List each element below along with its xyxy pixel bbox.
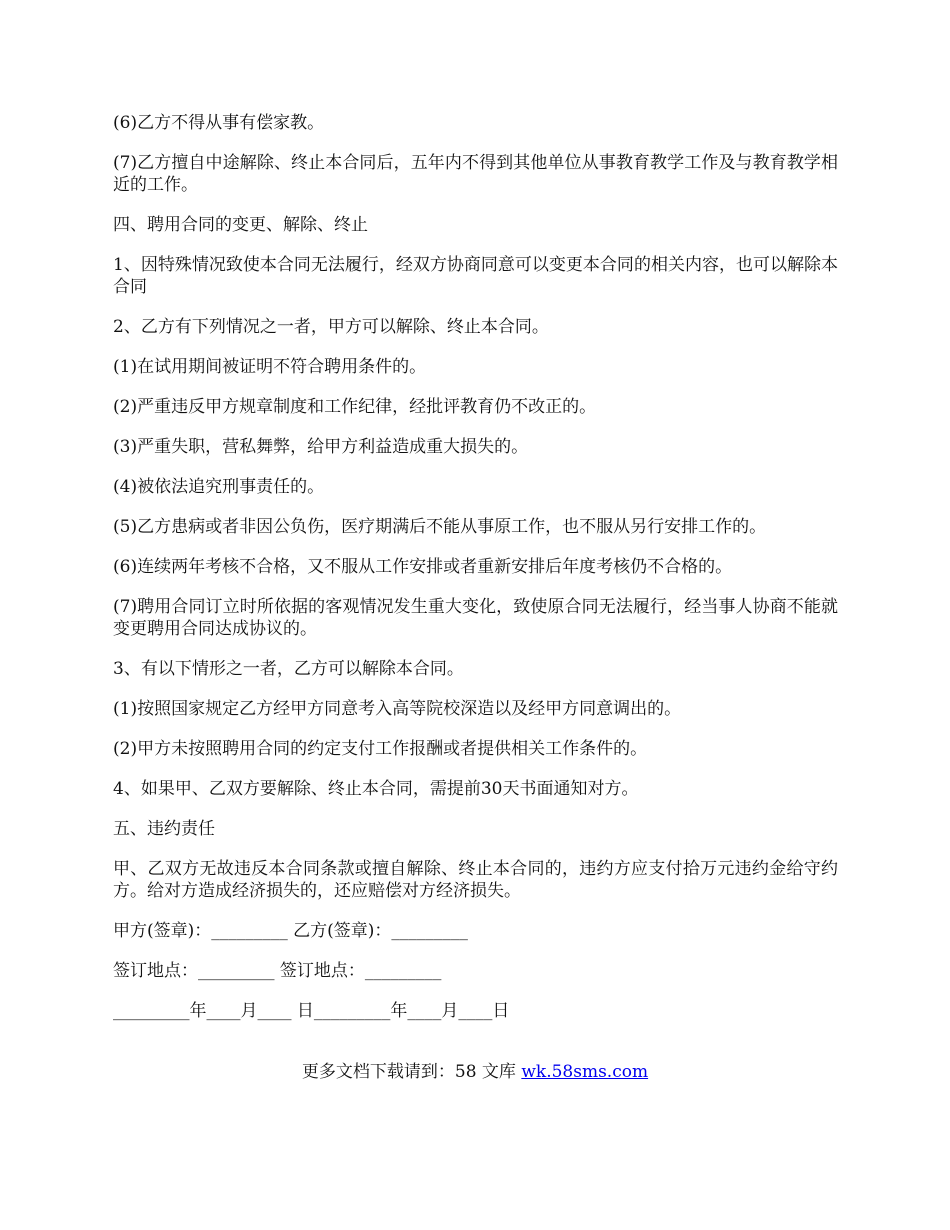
paragraph: (4)被依法追究刑事责任的。 [113, 477, 325, 497]
footer-text: 更多文档下载请到：58 文库 [301, 1062, 522, 1082]
section-heading: 五、违约责任 [113, 819, 215, 839]
paragraph: (7)乙方擅自中途解除、终止本合同后，五年内不得到其他单位从事教育教学工作及与教育教学相近的工作。 [113, 153, 838, 195]
paragraph: (3)严重失职，营私舞弊，给甲方利益造成重大损失的。 [113, 437, 529, 457]
paragraph: (7)聘用合同订立时所依据的客观情况发生重大变化，致使原合同无法履行，经当事人协商不能就变更聘用合同达成协议的。 [113, 597, 838, 639]
paragraph: 3、有以下情形之一者，乙方可以解除本合同。 [113, 659, 464, 679]
document-body [113, 112, 838, 1040]
paragraph: (2)严重违反甲方规章制度和工作纪律，经批评教育仍不改正的。 [113, 397, 597, 417]
footer [0, 1061, 950, 1083]
date-line: _________年____月____ 日_________年____月____日 [113, 1001, 510, 1021]
paragraph: (1)在试用期间被证明不符合聘用条件的。 [113, 357, 427, 377]
paragraph: 1、因特殊情况致使本合同无法履行，经双方协商同意可以变更本合同的相关内容，也可以解除本合同 [113, 255, 838, 297]
paragraph: (6)乙方不得从事有偿家教。 [113, 113, 325, 133]
paragraph: 4、如果甲、乙双方要解除、终止本合同，需提前30天书面通知对方。 [113, 779, 639, 799]
signing-location-line: 签订地点：_________ 签订地点：_________ [113, 961, 442, 981]
paragraph: 甲、乙双方无故违反本合同条款或擅自解除、终止本合同的，违约方应支付拾万元违约金给守约方。给对方造成经济损失的，还应赔偿对方经济损失。 [113, 859, 838, 901]
section-heading: 四、聘用合同的变更、解除、终止 [113, 215, 368, 235]
paragraph: (5)乙方患病或者非因公负伤，医疗期满后不能从事原工作，也不服从另行安排工作的。 [113, 517, 767, 537]
paragraph: 2、乙方有下列情况之一者，甲方可以解除、终止本合同。 [113, 317, 549, 337]
paragraph: (1)按照国家规定乙方经甲方同意考入高等院校深造以及经甲方同意调出的。 [113, 699, 682, 719]
paragraph: (2)甲方未按照聘用合同的约定支付工作报酬或者提供相关工作条件的。 [113, 739, 648, 759]
footer-link[interactable]: wk.58sms.com [521, 1062, 649, 1082]
signature-line: 甲方(签章)：_________ 乙方(签章)：_________ [113, 921, 468, 941]
paragraph: (6)连续两年考核不合格，又不服从工作安排或者重新安排后年度考核仍不合格的。 [113, 557, 733, 577]
